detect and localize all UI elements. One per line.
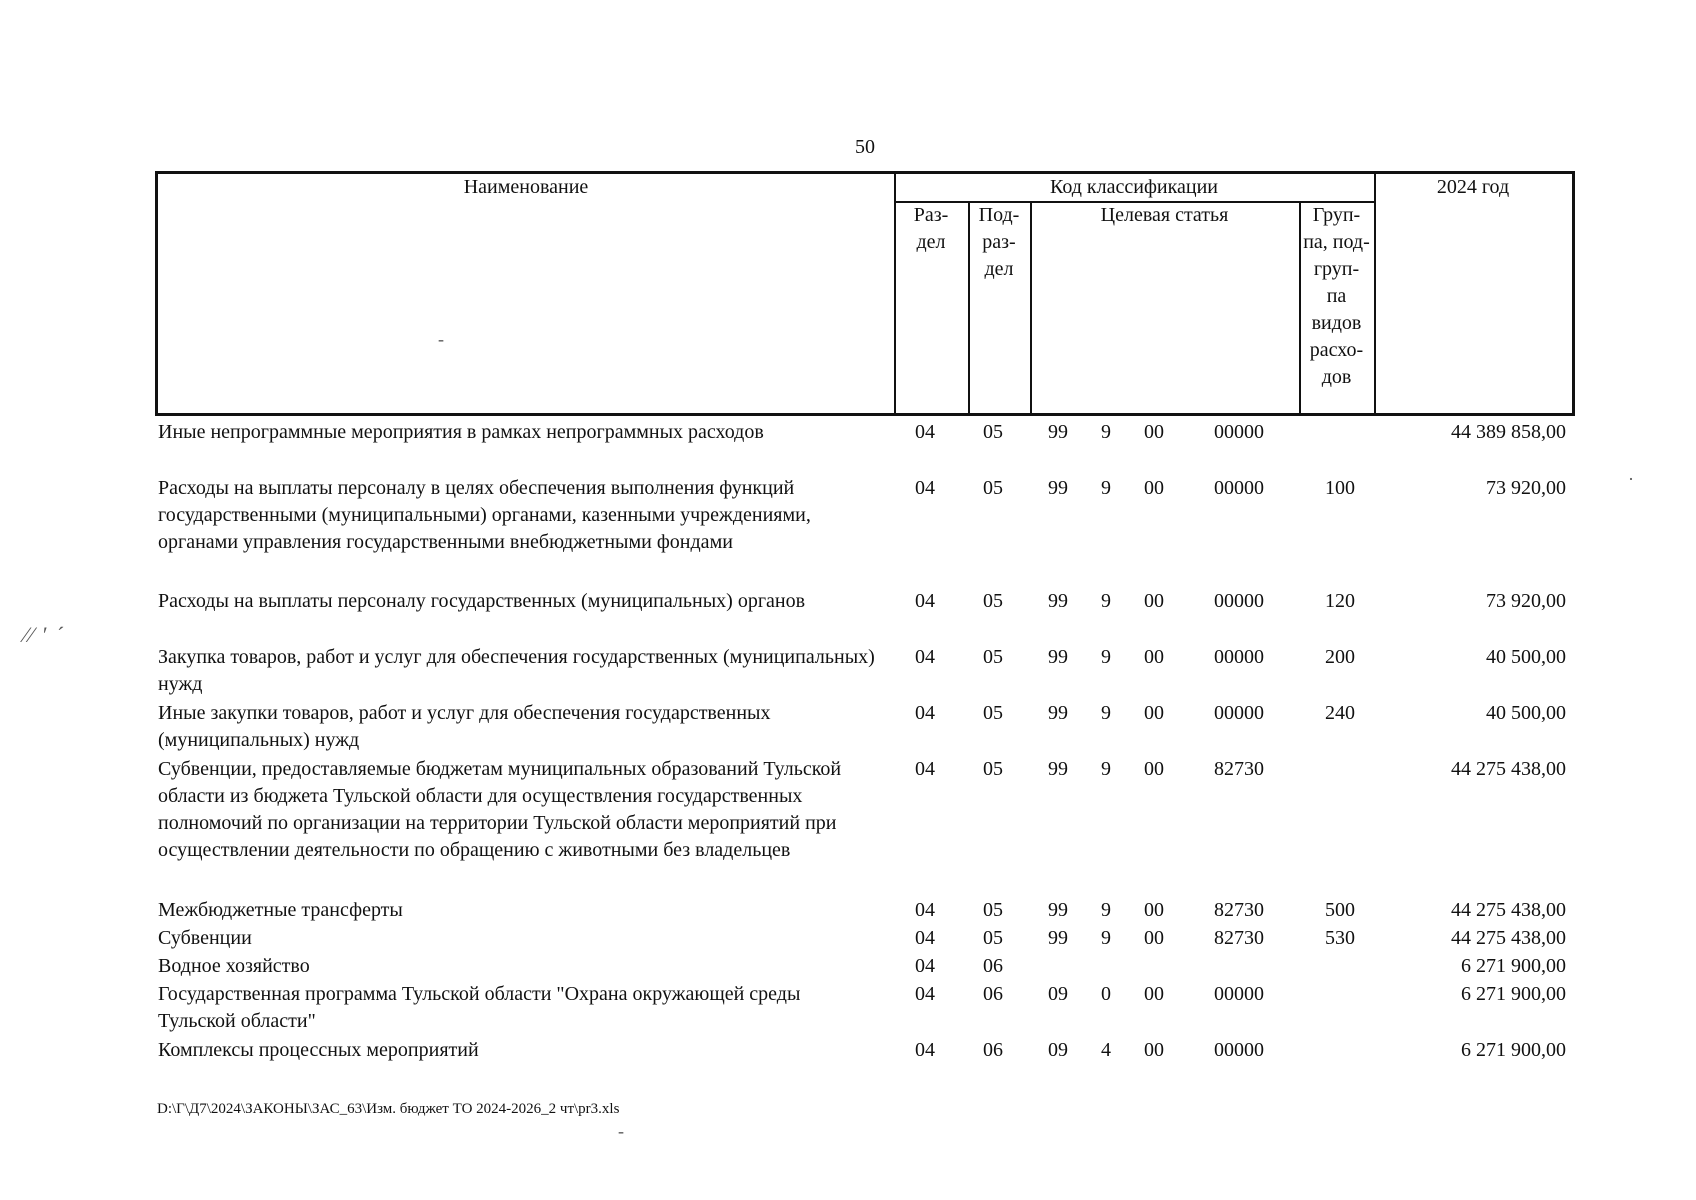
table-header	[155, 171, 1575, 416]
row-name: Комплексы процессных мероприятий	[158, 1039, 479, 1061]
row-target-4: 00000	[1214, 421, 1264, 443]
row-sum: 40 500,00	[1486, 646, 1566, 668]
row-sum: 73 920,00	[1486, 590, 1566, 612]
row-razdel: 04	[915, 702, 935, 724]
row-razdel: 04	[915, 758, 935, 780]
row-sum: 40 500,00	[1486, 702, 1566, 724]
row-target-1: 99	[1048, 646, 1068, 668]
row-group: 240	[1325, 702, 1355, 724]
row-podrazdel: 06	[983, 955, 1003, 977]
row-target-4: 82730	[1214, 758, 1264, 780]
row-target-3: 00	[1144, 646, 1164, 668]
row-target-4: 00000	[1214, 1039, 1264, 1061]
row-target-3: 00	[1144, 590, 1164, 612]
row-sum: 44 275 438,00	[1451, 758, 1566, 780]
row-razdel: 04	[915, 899, 935, 921]
row-target-3: 00	[1144, 758, 1164, 780]
row-group: 120	[1325, 590, 1355, 612]
row-target-4: 00000	[1214, 983, 1264, 1005]
row-sum: 44 275 438,00	[1451, 899, 1566, 921]
row-sum: 73 920,00	[1486, 477, 1566, 499]
row-target-4: 00000	[1214, 702, 1264, 724]
header-year: 2024 год	[1436, 176, 1510, 198]
pen-scribble: ⁄⁄ ′ ˊ	[24, 622, 67, 647]
header-subsection: Под- раз- дел	[978, 204, 1020, 280]
row-razdel: 04	[915, 1039, 935, 1061]
row-target-3: 00	[1144, 421, 1164, 443]
row-name: Государственная программа Тульской области "Охрана окружающей среды Тульской области"	[158, 983, 801, 1032]
row-podrazdel: 06	[983, 983, 1003, 1005]
row-podrazdel: 05	[983, 758, 1003, 780]
scan-speck: -	[618, 1121, 624, 1141]
row-target-1: 09	[1048, 1039, 1068, 1061]
row-target-3: 00	[1144, 927, 1164, 949]
row-podrazdel: 05	[983, 646, 1003, 668]
row-podrazdel: 05	[983, 590, 1003, 612]
row-target-4: 00000	[1214, 590, 1264, 612]
row-podrazdel: 05	[983, 702, 1003, 724]
row-group: 100	[1325, 477, 1355, 499]
row-target-4: 00000	[1214, 477, 1264, 499]
row-target-2: 9	[1101, 477, 1111, 499]
row-target-1: 99	[1048, 927, 1068, 949]
row-razdel: 04	[915, 421, 935, 443]
row-target-1: 99	[1048, 702, 1068, 724]
row-target-3: 00	[1144, 1039, 1164, 1061]
file-path-footer: D:\Г\Д7\2024\ЗАКОНЫ\ЗАС_63\Изм. бюджет ТО 2024-2026_2 чт\pr3.xls	[157, 1101, 620, 1117]
row-target-4: 82730	[1214, 927, 1264, 949]
header-name: Наименование	[463, 176, 589, 198]
row-target-3: 00	[1144, 477, 1164, 499]
header-section: Раз- дел	[913, 204, 949, 253]
row-podrazdel: 06	[983, 1039, 1003, 1061]
row-podrazdel: 05	[983, 477, 1003, 499]
row-target-1: 99	[1048, 758, 1068, 780]
row-target-2: 9	[1101, 646, 1111, 668]
row-target-3: 00	[1144, 702, 1164, 724]
row-podrazdel: 05	[983, 899, 1003, 921]
row-name: Иные закупки товаров, работ и услуг для обеспечения государственных (муниципальных) нужд	[158, 702, 771, 751]
header-divider	[1030, 201, 1032, 413]
row-name: Субвенции	[158, 927, 252, 949]
row-sum: 6 271 900,00	[1461, 983, 1566, 1005]
row-sum: 44 389 858,00	[1451, 421, 1566, 443]
row-group: 530	[1325, 927, 1355, 949]
row-target-1: 09	[1048, 983, 1068, 1005]
row-target-1: 99	[1048, 590, 1068, 612]
row-target-4: 82730	[1214, 899, 1264, 921]
header-divider	[1374, 174, 1376, 413]
row-razdel: 04	[915, 983, 935, 1005]
row-name: Межбюджетные трансферты	[158, 899, 403, 921]
row-name: Расходы на выплаты персоналу государственных (муниципальных) органов	[158, 590, 806, 612]
row-razdel: 04	[915, 927, 935, 949]
row-target-1: 99	[1048, 421, 1068, 443]
header-expense-group: Груп- па, под- груп- па видов расхо- дов	[1303, 204, 1370, 388]
row-sum: 44 275 438,00	[1451, 927, 1566, 949]
row-razdel: 04	[915, 646, 935, 668]
row-name: Иные непрограммные мероприятия в рамках непрограммных расходов	[158, 421, 764, 443]
row-podrazdel: 05	[983, 421, 1003, 443]
row-razdel: 04	[915, 955, 935, 977]
row-target-2: 4	[1101, 1039, 1111, 1061]
scan-speck: ·	[1628, 469, 1634, 489]
row-target-2: 9	[1101, 899, 1111, 921]
row-razdel: 04	[915, 590, 935, 612]
row-target-3: 00	[1144, 983, 1164, 1005]
row-target-2: 9	[1101, 758, 1111, 780]
row-razdel: 04	[915, 477, 935, 499]
row-target-2: 9	[1101, 702, 1111, 724]
row-sum: 6 271 900,00	[1461, 955, 1566, 977]
row-target-2: 9	[1101, 590, 1111, 612]
row-sum: 6 271 900,00	[1461, 1039, 1566, 1061]
row-target-2: 0	[1101, 983, 1111, 1005]
row-name: Водное хозяйство	[158, 955, 310, 977]
row-target-3: 00	[1144, 899, 1164, 921]
row-podrazdel: 05	[983, 927, 1003, 949]
row-group: 500	[1325, 899, 1355, 921]
row-target-2: 9	[1101, 421, 1111, 443]
row-target-4: 00000	[1214, 646, 1264, 668]
row-name: Расходы на выплаты персоналу в целях обеспечения выполнения функций государственными (муниципальными) органами, казенными учреждениями, органами управления государственными внебюджетными фондами	[158, 477, 811, 553]
row-name: Закупка товаров, работ и услуг для обеспечения государственных (муниципальных) нужд	[158, 646, 875, 695]
header-target-article: Целевая статья	[1100, 204, 1229, 226]
row-name: Субвенции, предоставляемые бюджетам муниципальных образований Тульской области из бюджета Тульской области для осуществления государственных полномочий по организации на территории Тульской области мероприятий при осуществлении деятельности по обращению с животными без владельцев	[158, 758, 842, 861]
scan-speck: -	[438, 329, 444, 349]
row-target-1: 99	[1048, 899, 1068, 921]
page-number: 50	[855, 136, 875, 158]
row-target-2: 9	[1101, 927, 1111, 949]
row-group: 200	[1325, 646, 1355, 668]
row-target-1: 99	[1048, 477, 1068, 499]
header-classification: Код классификации	[1049, 176, 1219, 198]
